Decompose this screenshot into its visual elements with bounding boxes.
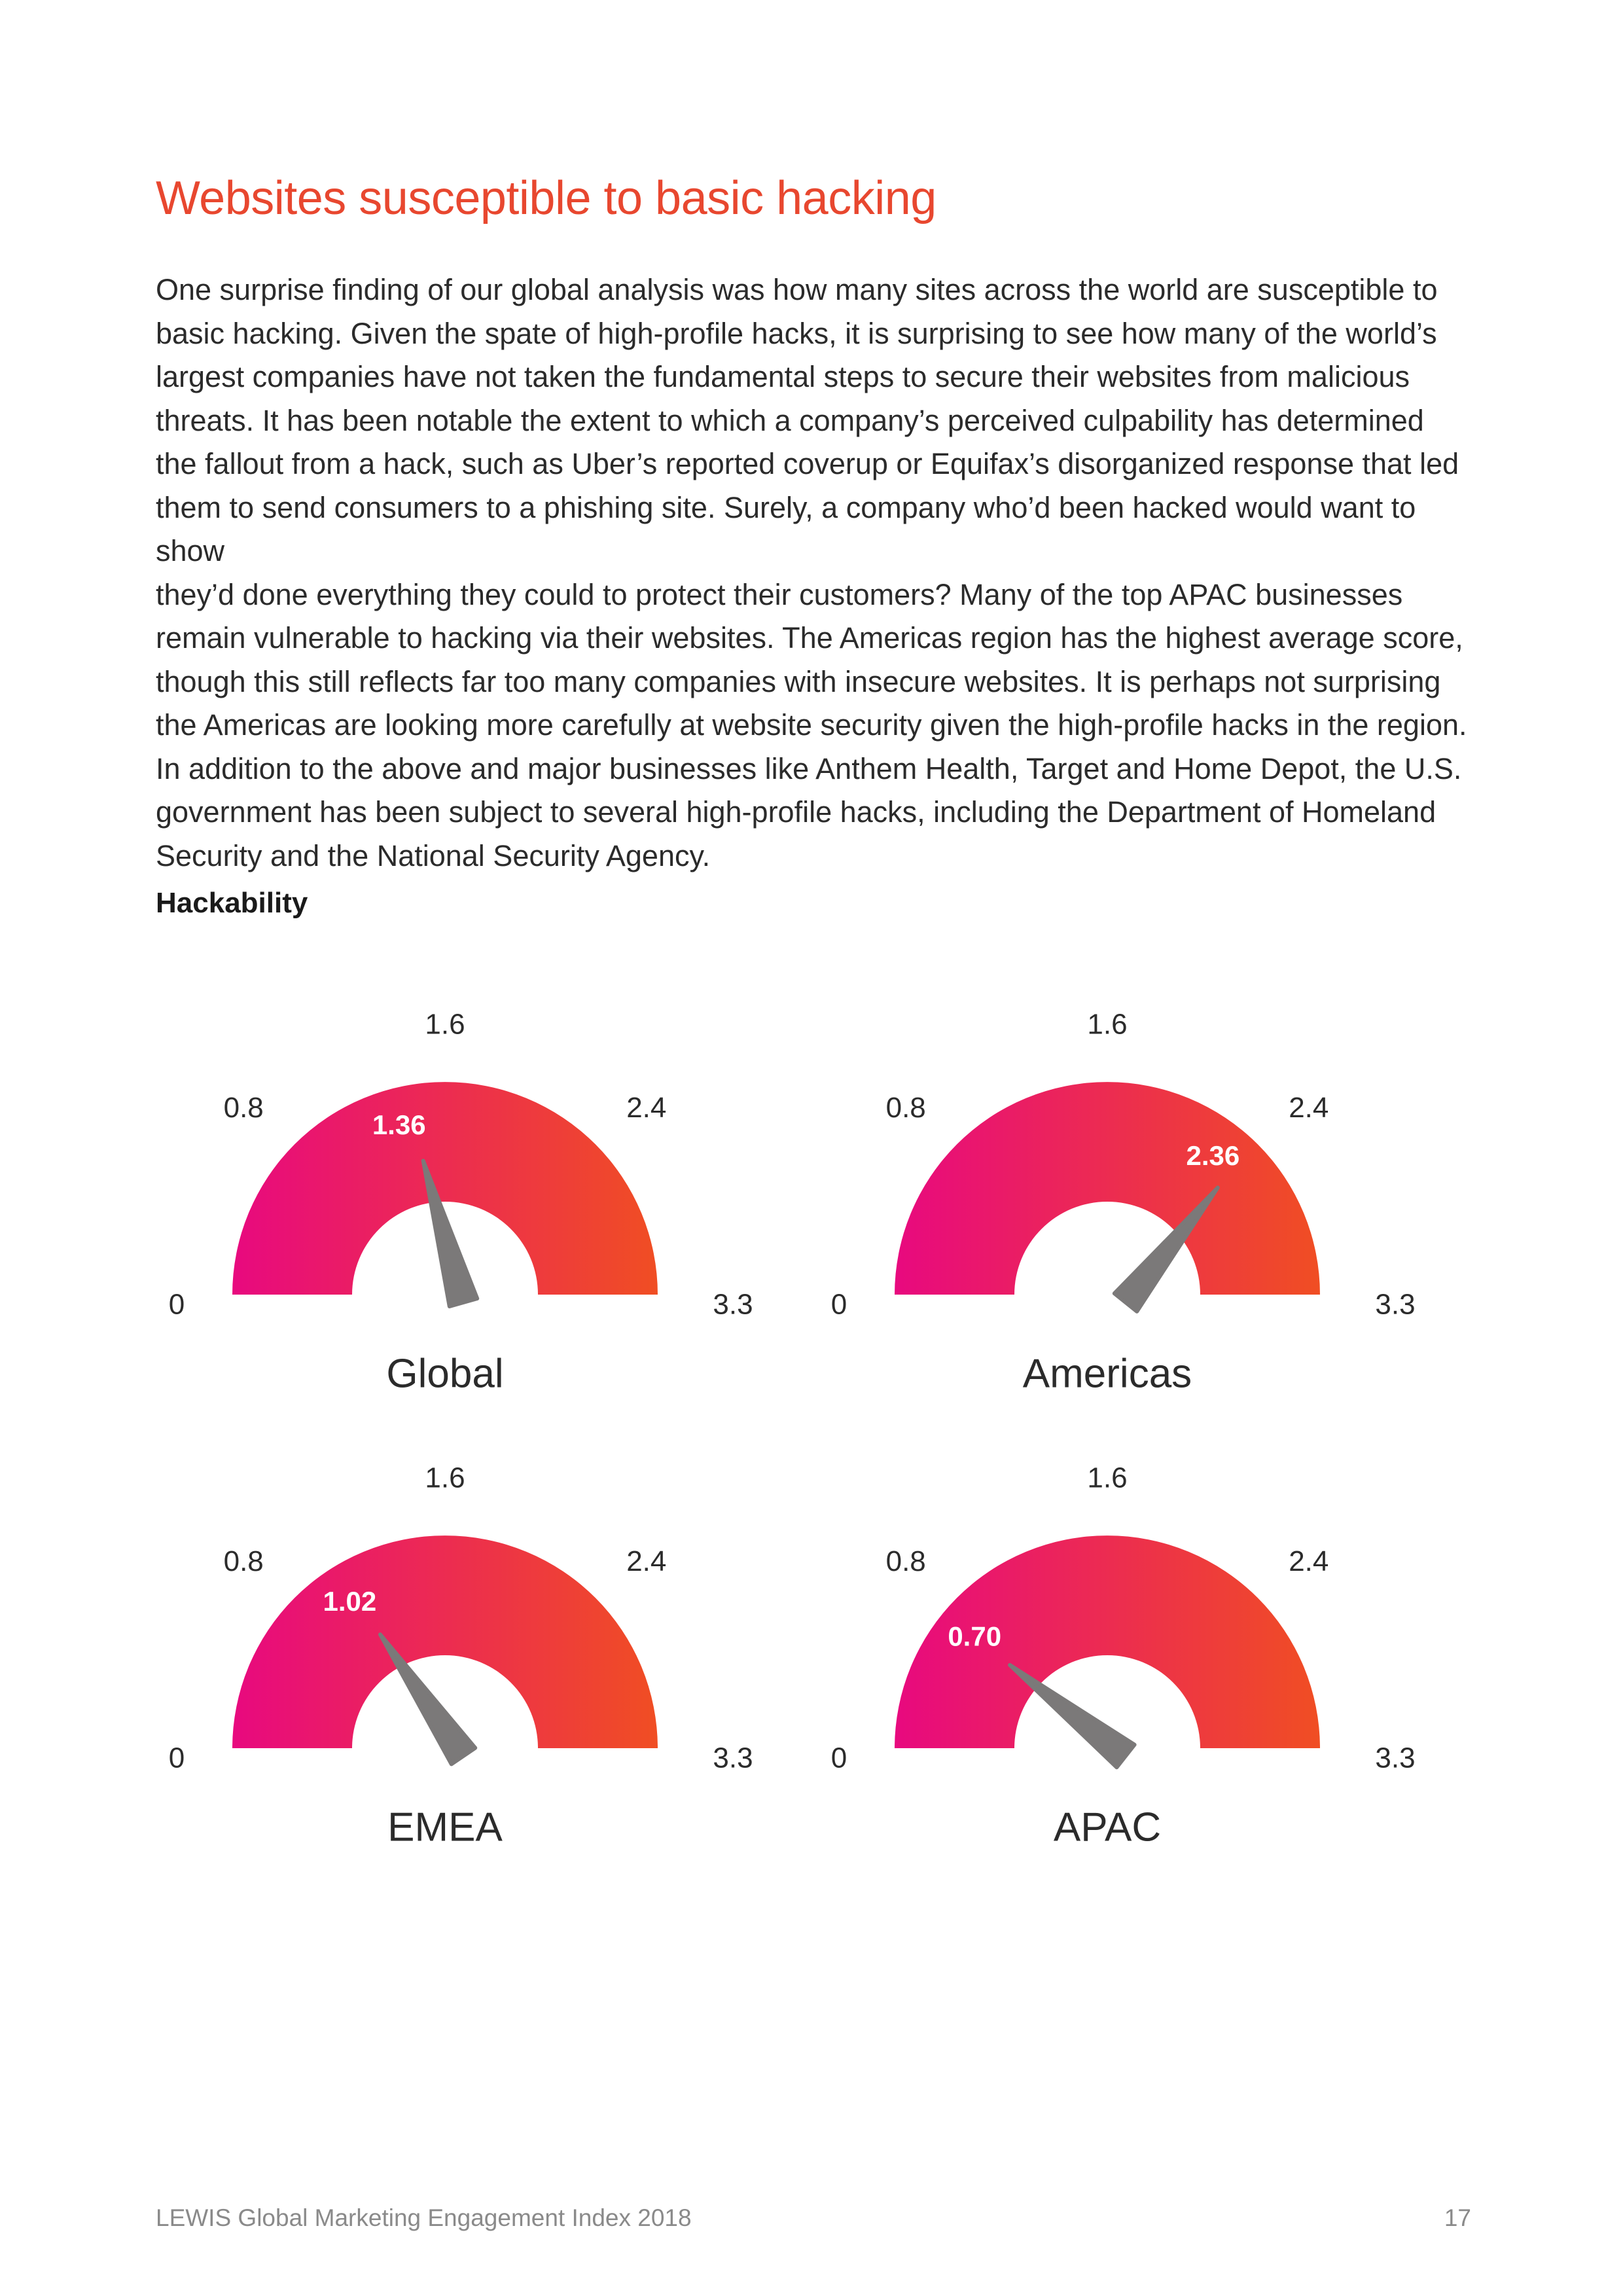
gauge-tick-label: 3.3 bbox=[713, 1742, 753, 1774]
gauge-tick-label: 2.4 bbox=[626, 1545, 667, 1577]
gauge-tick-label: 1.6 bbox=[425, 1462, 465, 1494]
gauge-tick-label: 0.8 bbox=[885, 1091, 926, 1124]
page-title: Websites susceptible to basic hacking bbox=[156, 172, 936, 224]
gauge-tick-label: 1.6 bbox=[425, 1008, 465, 1041]
gauge-emea bbox=[118, 1448, 772, 1907]
gauge-tick-label: 0 bbox=[168, 1742, 185, 1774]
body-paragraph: One surprise finding of our global analysis was how many sites across the world are susceptible to basic hacking. Given the spate of high-profile hacks, it is surprising to see how many of the world’s largest companies have not taken the fundamental steps to secure their websites from malicious threats. It has been notable the extent to which a company’s perceived culpability has determined the fallout from a hack, such as Uber’s reported coverup or Equifax’s disorganized response that led them to send consumers to a phishing site. Surely, a company who’d been hacked would want to show they’d done everything they could to protect their customers? Many of the top APAC businesses remain vulnerable to hacking via their websites. The Americas region has the highest average score, though this still reflects far too many companies with insecure websites. It is perhaps not surprising the Americas are looking more carefully at website security given the high-profile hacks in the region. In addition to the above and major businesses like Anthem Health, Target and Home Depot, the U.S. government has been subject to several high-profile hacks, including the Department of Homeland Security and the National Security Agency. bbox=[156, 273, 1467, 872]
gauge-tick-label: 1.6 bbox=[1087, 1462, 1128, 1494]
gauge-value-label: 1.36 bbox=[372, 1109, 426, 1140]
chart-title: Hackability bbox=[156, 887, 308, 919]
gauge-tick-label: 3.3 bbox=[713, 1288, 753, 1321]
gauge-value-label: 1.02 bbox=[323, 1586, 377, 1617]
gauge-svg bbox=[118, 995, 772, 1453]
gauge-tick-label: 2.4 bbox=[1289, 1545, 1329, 1577]
gauge-apac bbox=[780, 1448, 1435, 1907]
gauge-svg bbox=[780, 1448, 1435, 1907]
gauge-tick-label: 3.3 bbox=[1375, 1288, 1416, 1321]
gauge-region-name: Americas bbox=[1022, 1351, 1192, 1397]
gauge-value-label: 2.36 bbox=[1186, 1139, 1240, 1171]
gauge-tick-label: 0.8 bbox=[223, 1545, 264, 1577]
gauge-needle bbox=[1010, 1665, 1135, 1767]
footer-publication: LEWIS Global Marketing Engagement Index 2018 bbox=[156, 2204, 692, 2231]
gauge-arc bbox=[895, 1082, 1320, 1295]
gauge-tick-label: 1.6 bbox=[1087, 1008, 1128, 1041]
gauge-tick-label: 0 bbox=[830, 1742, 847, 1774]
gauge-region-name: APAC bbox=[1053, 1804, 1162, 1850]
gauge-region-name: EMEA bbox=[387, 1804, 503, 1850]
gauge-svg bbox=[780, 995, 1435, 1453]
gauge-tick-label: 0 bbox=[830, 1288, 847, 1321]
gauge-tick-label: 0.8 bbox=[885, 1545, 926, 1577]
gauge-global bbox=[118, 995, 772, 1453]
gauge-tick-label: 2.4 bbox=[1289, 1091, 1329, 1124]
gauge-tick-label: 3.3 bbox=[1375, 1742, 1416, 1774]
gauge-tick-label: 2.4 bbox=[626, 1091, 667, 1124]
footer-page-number: 17 bbox=[1444, 2204, 1471, 2231]
gauge-tick-label: 0.8 bbox=[223, 1091, 264, 1124]
gauge-americas bbox=[780, 995, 1435, 1453]
gauge-value-label: 0.70 bbox=[948, 1621, 1002, 1652]
gauge-tick-label: 0 bbox=[168, 1288, 185, 1321]
gauge-region-name: Global bbox=[386, 1351, 504, 1397]
gauge-svg bbox=[118, 1448, 772, 1907]
